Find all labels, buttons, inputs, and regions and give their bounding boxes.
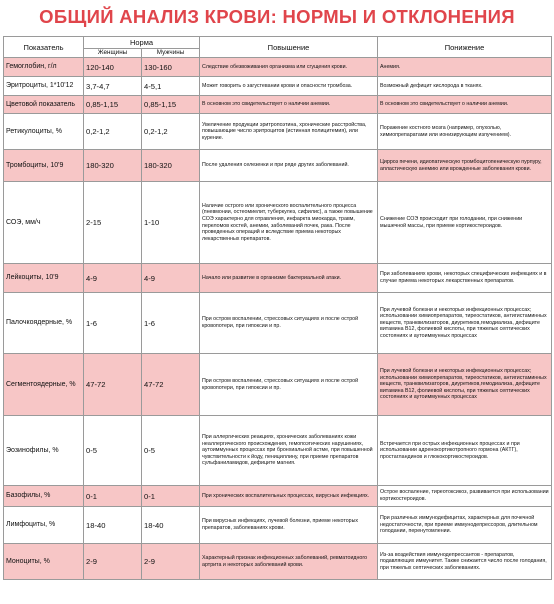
- row-decrease: Снижение СОЭ происходит при голодании, при снижении мышечной массы, при приеме кортикостероидов.: [378, 182, 552, 264]
- row-women: 18-40: [84, 507, 142, 544]
- row-name: Тромбоциты, 10'9: [4, 150, 84, 182]
- table-row: [4, 354, 552, 416]
- row-increase: При аллергических реакциях, хронических заболеваниях кожи неаллергического происхождения, гемопоэтических нарушениях, аутоиммунных процессах при бронхиальной астме, при повышенной чувствительности к йоду, пенициллину, при приеме препаратов сульфаниламидов, дефиците магния.: [200, 416, 378, 486]
- blood-norms-table: [3, 36, 552, 580]
- row-decrease: Цирроз печени, идиопатическую тромбоцитопеническую пурпуру, апластическую анемию или врожденные заболевания крови.: [378, 150, 552, 182]
- table-row: [4, 416, 552, 486]
- table-row: [4, 507, 552, 544]
- row-increase: Следствие обезвоживания организма или сгущения крови.: [200, 58, 378, 77]
- row-men: 1-10: [142, 182, 200, 264]
- table-row: [4, 293, 552, 354]
- row-men: 2-9: [142, 544, 200, 580]
- row-men: 0,85-1,15: [142, 96, 200, 114]
- row-decrease: Анемия.: [378, 58, 552, 77]
- row-name: Сегментоядерные, %: [4, 354, 84, 416]
- row-men: 4-9: [142, 264, 200, 293]
- header-indicator: Показатель: [4, 37, 84, 58]
- table-row: [4, 96, 552, 114]
- row-increase: При остром воспалении, стрессовых ситуациях и после острой кровопотери, при гипоксии и пр.: [200, 354, 378, 416]
- row-decrease: Встречается при острых инфекционных процессах и при использовании адренокортикотропного гормона (АКТГ), простагландинов и глюкокортикостероидов.: [378, 416, 552, 486]
- row-increase: При остром воспалении, стрессовых ситуациях и после острой кровопотери, при гипоксии и пр.: [200, 293, 378, 354]
- row-women: 2-15: [84, 182, 142, 264]
- row-women: 47-72: [84, 354, 142, 416]
- row-decrease: Из-за воздействия иммунодепрессантов - препаратов, подавляющих иммунитет. Также снижается число после голодания, при тяжелых септических заболеваниях.: [378, 544, 552, 580]
- row-name: Моноциты, %: [4, 544, 84, 580]
- row-decrease: Возможный дефицит кислорода в тканях.: [378, 77, 552, 96]
- row-decrease: Острое воспаление, тиреотоксикоз, развивается при использовании кортикостероидов.: [378, 486, 552, 507]
- row-increase: Увеличение продукции эритропоэтина, хронические расстройства, повышающие число эритроцитов (истинная полицитемия), или курение.: [200, 114, 378, 150]
- row-increase: При вирусных инфекциях, лучевой болезни, приеме некоторых препаратов, заболеваниях крови.: [200, 507, 378, 544]
- row-increase: Может говорить о загустевании крови и опасности тромбоза.: [200, 77, 378, 96]
- row-increase: В основном это свидетельствует о наличии анемии.: [200, 96, 378, 114]
- row-women: 0,85-1,15: [84, 96, 142, 114]
- row-women: 120-140: [84, 58, 142, 77]
- header-norm: Норма: [84, 37, 200, 49]
- row-women: 0,2-1,2: [84, 114, 142, 150]
- row-decrease: При заболеваниях крови, некоторых специфических инфекциях и в случае приема некоторых лекарственных препаратов.: [378, 264, 552, 293]
- row-name: Эозинофилы, %: [4, 416, 84, 486]
- row-increase: Характерный признак инфекционных заболеваний, ревматоидного артрита и некоторых заболеваний крови.: [200, 544, 378, 580]
- table-row: [4, 150, 552, 182]
- row-men: 0,2-1,2: [142, 114, 200, 150]
- row-decrease: При лучевой болезни и некоторых инфекционных процессах; использовании химиопрепаратов, тиреостатиков, антигистаминных веществ, транквилизаторов, диуретиков,гемодиализа, дефиците витамина В12, фолиевой кислоты, при тяжелых септических состояниях и аутоиммунных процессах: [378, 293, 552, 354]
- row-name: Цветовой показатель: [4, 96, 84, 114]
- row-men: 1-6: [142, 293, 200, 354]
- row-name: СОЭ, мм/ч: [4, 182, 84, 264]
- row-name: Эритроциты, 1*10'12: [4, 77, 84, 96]
- table-row: [4, 77, 552, 96]
- row-increase: После удаления селезенки и при ряде других заболеваний.: [200, 150, 378, 182]
- header-men: Мужчины: [142, 49, 200, 58]
- row-men: 130-160: [142, 58, 200, 77]
- row-decrease: В основном это свидетельствует о наличии анемии.: [378, 96, 552, 114]
- row-women: 3,7-4,7: [84, 77, 142, 96]
- row-name: Лимфоциты, %: [4, 507, 84, 544]
- header-decrease: Понижение: [378, 37, 552, 58]
- row-women: 0-5: [84, 416, 142, 486]
- header-women: Женщины: [84, 49, 142, 58]
- table-row: [4, 58, 552, 77]
- row-name: Гемоглобин, г/л: [4, 58, 84, 77]
- row-women: 1-6: [84, 293, 142, 354]
- row-name: Ретикулоциты, %: [4, 114, 84, 150]
- row-name: Лейкоциты, 10'9: [4, 264, 84, 293]
- row-women: 0-1: [84, 486, 142, 507]
- row-men: 4-5,1: [142, 77, 200, 96]
- row-decrease: Поражение костного мозга (например, опухолью, химиопрепаратами или ионизирующим излучением).: [378, 114, 552, 150]
- row-women: 180-320: [84, 150, 142, 182]
- page-title: ОБЩИЙ АНАЛИЗ КРОВИ: НОРМЫ И ОТКЛОНЕНИЯ: [39, 6, 515, 27]
- row-increase: Наличие острого или хронического воспалительного процесса (пневмонии, остеомиелит, туберкулез, сифилис), а также повышение СОЭ характерно для отравления, инфаркта миокарда, травм, переломов костей, анемии, заболеваний почек, рака. После проведенных операций и вследствие приема некоторых лекарственных препаратов.: [200, 182, 378, 264]
- row-name: Базофилы, %: [4, 486, 84, 507]
- row-men: 180-320: [142, 150, 200, 182]
- row-increase: Начало или развитие в организме бактериальной атаки.: [200, 264, 378, 293]
- row-decrease: При различных иммунодефицитах, характерных для почечной недостаточности, при приеме иммунодепрессоров, длительном голодании, перенутомлении.: [378, 507, 552, 544]
- row-men: 47-72: [142, 354, 200, 416]
- table-row: [4, 544, 552, 580]
- table-row: [4, 486, 552, 507]
- row-women: 2-9: [84, 544, 142, 580]
- row-men: 18-40: [142, 507, 200, 544]
- row-women: 4-9: [84, 264, 142, 293]
- row-men: 0-5: [142, 416, 200, 486]
- row-decrease: При лучевой болезни и некоторых инфекционных процессах; использовании химиопрепаратов, тиреостатиков, антигистаминных веществ, транквилизаторов, диуретиков,гемодиализа, дефиците витамина В12, фолиевой кислоты, при тяжелых септических состояниях и аутоиммунных процессах: [378, 354, 552, 416]
- row-men: 0-1: [142, 486, 200, 507]
- row-name: Палочкоядерные, %: [4, 293, 84, 354]
- row-increase: При хронических воспалительных процессах, вирусных инфекциях.: [200, 486, 378, 507]
- table-row: [4, 114, 552, 150]
- table-row: [4, 264, 552, 293]
- table-row: [4, 182, 552, 264]
- header-increase: Повышение: [200, 37, 378, 58]
